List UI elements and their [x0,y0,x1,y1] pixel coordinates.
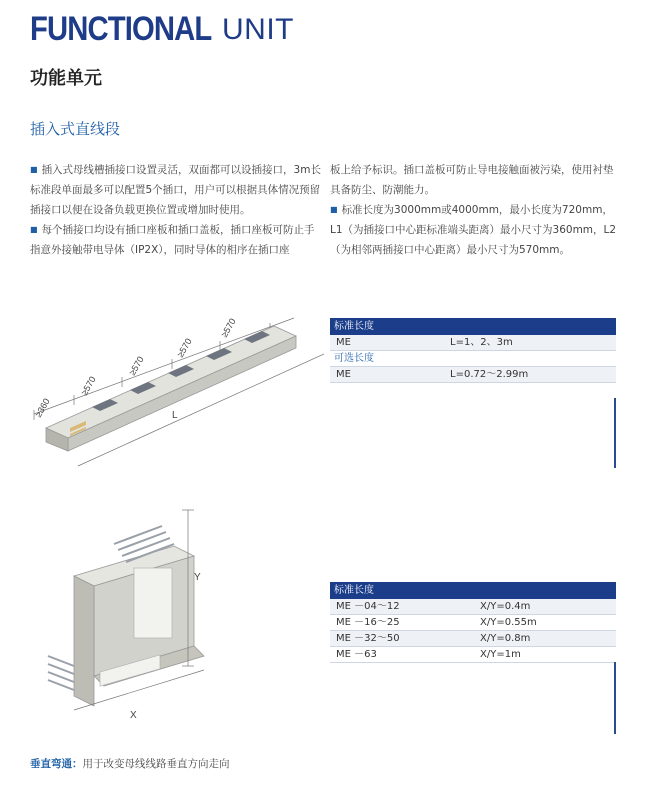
paragraph [330,160,622,200]
table-cell-type: ME －16～25 [336,617,400,628]
table-row [330,367,616,383]
caption-text: 用于改变母线线路垂直方向走向 [82,758,230,770]
table-cell-type: ME [336,369,351,380]
paragraph-text: 板上给予标识。插口盖板可防止导电接触面被污染，使用衬垫具备防尘、防潮能力。 [330,164,614,196]
table-cell-type: ME －04～12 [336,601,400,612]
table-cell-value: X/Y=0.8m [480,633,531,644]
caption-title: 垂直弯通： [30,758,83,770]
straight-section-diagram [26,296,324,470]
vertical-elbow-diagram [34,506,220,728]
dim-label-0: ≥360 [33,396,52,419]
elbow-standard-length-table [330,582,616,663]
paragraph-text: 每个插接口均设有插口座板和插口盖板，插口座板可防止手指意外接触带电导体（IP2X），同时导体的相序在插口座 [30,224,315,256]
bullet-icon: ■ [30,165,38,174]
paragraph-text: 插入式母线槽插接口设置灵活，双面都可以设插接口，3m长标准段单面最多可以配置5个插口，用户可以根据具体情况预留插接口以便在设备负载更换位置或增加时使用。 [30,164,321,216]
dim-label-2: ≥570 [127,354,146,377]
side-divider [614,662,616,734]
standard-length-table [330,318,616,383]
table-row [330,615,616,631]
bullet-icon: ■ [330,205,338,214]
optional-length-header: 可选长度 [330,351,616,367]
table-cell-value: X/Y=0.4m [480,601,531,612]
table-cell-value: L=0.72～2.99m [450,369,529,380]
dim-label-1: ≥570 [79,374,98,397]
figure-caption [30,756,230,771]
table-header: 标准长度 [330,318,616,335]
bullet-icon: ■ [30,225,38,234]
table-cell-type: ME －32～50 [336,633,400,644]
table-row [330,335,616,351]
header-light-text: UNIT [222,13,294,46]
length-label: L [172,410,178,421]
table-cell-value: X/Y=1m [480,649,521,660]
section-title: 功能单元 [30,68,102,89]
page-header [30,10,294,50]
table-row [330,599,616,615]
y-label: Y [194,572,201,583]
dim-label-3: ≥570 [175,336,194,359]
table-row [330,647,616,663]
table-cell-type: ME [336,337,351,348]
text-column-right [330,160,622,260]
paragraph [30,220,322,260]
side-divider [614,398,616,468]
dim-label-4: ≥570 [219,316,238,339]
x-label: X [130,710,137,721]
paragraph [330,200,622,260]
header-bold-text: FUNCTIONAL [30,10,212,48]
paragraph-text: 标准长度为3000mm或4000mm，最小长度为720mm，L1（为插接口中心距标准端头距离）最小尺寸为360mm，L2（为相邻两插接口中心距离）最小尺寸为570mm。 [330,204,617,256]
sub-title: 插入式直线段 [30,120,121,138]
table-cell-type: ME －63 [336,649,377,660]
table-header: 标准长度 [330,582,616,599]
table-row [330,631,616,647]
text-column-left [30,160,322,260]
table-cell-value: L=1、2、3m [450,337,513,348]
elbow-body [74,546,204,706]
table-cell-value: X/Y=0.55m [480,617,537,628]
paragraph [30,160,322,220]
